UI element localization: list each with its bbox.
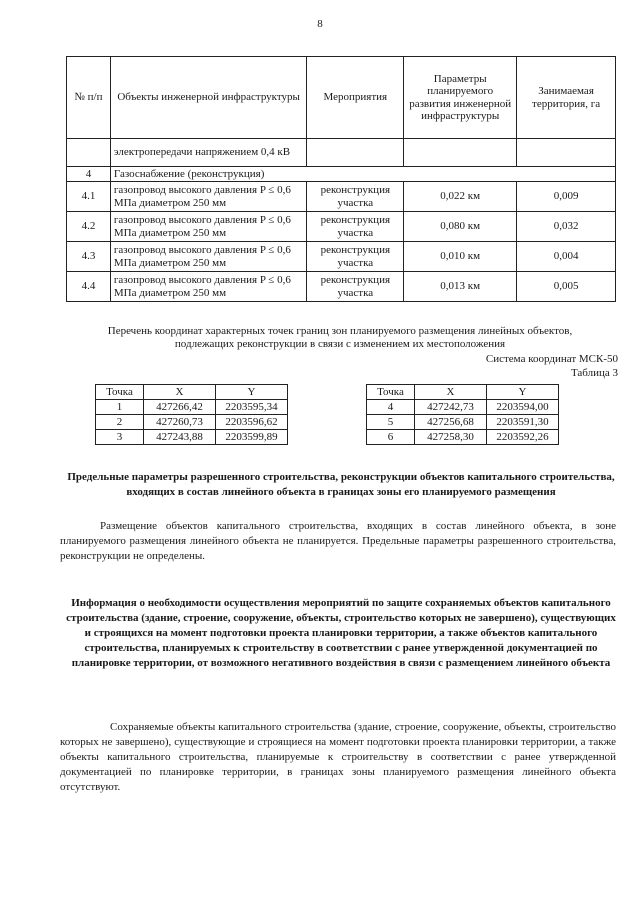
point-id: 3 xyxy=(96,430,144,445)
point-x: 427256,68 xyxy=(415,415,487,430)
continuation-cell: электропередачи напряжением 0,4 кВ xyxy=(110,139,306,167)
table-row xyxy=(67,182,616,212)
section-row xyxy=(67,167,616,182)
header-num: № п/п xyxy=(67,57,111,139)
point-y: 2203594,00 xyxy=(487,400,559,415)
header-y: Y xyxy=(487,385,559,400)
header-y: Y xyxy=(216,385,288,400)
coord-system: Система координат МСК-50 xyxy=(485,353,618,365)
point-x: 427243,88 xyxy=(144,430,216,445)
row-area: 0,009 xyxy=(517,182,616,212)
header-area: Занимаемая территория, га xyxy=(517,57,616,139)
row-area: 0,032 xyxy=(517,212,616,242)
row-param: 0,080 км xyxy=(404,212,517,242)
table-label: Таблица 3 xyxy=(570,367,618,379)
page-number: 8 xyxy=(317,18,323,30)
point-y: 2203592,26 xyxy=(487,430,559,445)
row-num: 4.1 xyxy=(67,182,111,212)
row-object: газопровод высокого давления P ≤ 0,6 МПа диаметром 250 мм xyxy=(110,212,306,242)
point-x: 427260,73 xyxy=(144,415,216,430)
table-row xyxy=(96,400,288,415)
header-point: Точка xyxy=(96,385,144,400)
protection-text: Сохраняемые объекты капитального строительства (здание, строение, сооружение, объекты, строительство которых не завершено), существующие и строящиеся на момент подготовки проекта планировки территории, а также объекты капитального строительства, планируемые к строительству в соответствии с ранее утвержденной документацией по планировке территории, в границах зоны планируемого размещения линейного объекта отсутствуют. xyxy=(60,721,616,793)
point-id: 1 xyxy=(96,400,144,415)
infrastructure-table xyxy=(66,56,616,302)
header-param: Параметры планируемого развития инженерной инфраструктуры xyxy=(404,57,517,139)
section-num: 4 xyxy=(67,167,111,182)
table-row xyxy=(96,415,288,430)
point-x: 427242,73 xyxy=(415,400,487,415)
table-row xyxy=(67,272,616,302)
header-x: X xyxy=(415,385,487,400)
header-action: Мероприятия xyxy=(307,57,404,139)
row-param: 0,022 км xyxy=(404,182,517,212)
point-id: 6 xyxy=(367,430,415,445)
header-object: Объекты инженерной инфраструктуры xyxy=(110,57,306,139)
coords-table-left xyxy=(95,384,288,445)
point-y: 2203596,62 xyxy=(216,415,288,430)
table-row xyxy=(367,430,559,445)
row-num: 4.4 xyxy=(67,272,111,302)
protection-heading: Информация о необходимости осуществления мероприятий по защите сохраняемых объектов капитального строительства (здание, строение, сооружение, объекты, строительство которых не завершено), существующих и строящихся на момент подготовки проекта планировки территории, а также объектов капитального строительства, планируемых к строительству в соответствии с ранее утвержденной документацией по планировке территории, от возможного негативного воздействия в связи с размещением линейного объекта xyxy=(66,597,616,669)
row-object: газопровод высокого давления P ≤ 0,6 МПа диаметром 250 мм xyxy=(110,182,306,212)
coords-title: Перечень координат характерных точек границ зон планируемого размещения линейных объектов, подлежащих реконструкции в связи с изменением их местоположения xyxy=(107,325,573,350)
header-x: X xyxy=(144,385,216,400)
header-point: Точка xyxy=(367,385,415,400)
coords-table-right xyxy=(366,384,559,445)
point-id: 5 xyxy=(367,415,415,430)
row-object: газопровод высокого давления P ≤ 0,6 МПа диаметром 250 мм xyxy=(110,242,306,272)
table-header-row xyxy=(367,385,559,400)
point-id: 2 xyxy=(96,415,144,430)
limits-heading: Предельные параметры разрешенного строительства, реконструкции объектов капитального строительства, входящих в состав линейного объекта в границах зоны его планируемого размещения xyxy=(67,471,615,498)
table-row xyxy=(67,212,616,242)
row-param: 0,010 км xyxy=(404,242,517,272)
limits-text: Размещение объектов капитального строительства, входящих в состав линейного объекта, в зоне планируемого размещения линейного объекта не планируется. Предельные параметры разрешенного строительства, реконструкции не определены. xyxy=(60,520,616,562)
row-num: 4.2 xyxy=(67,212,111,242)
table-row xyxy=(67,139,616,167)
row-action: реконструкция участка xyxy=(307,242,404,272)
point-x: 427266,42 xyxy=(144,400,216,415)
table-header-row xyxy=(96,385,288,400)
row-action: реконструкция участка xyxy=(307,182,404,212)
table-row xyxy=(67,242,616,272)
point-id: 4 xyxy=(367,400,415,415)
row-object: газопровод высокого давления P ≤ 0,6 МПа диаметром 250 мм xyxy=(110,272,306,302)
row-action: реконструкция участка xyxy=(307,272,404,302)
point-y: 2203599,89 xyxy=(216,430,288,445)
point-y: 2203595,34 xyxy=(216,400,288,415)
point-x: 427258,30 xyxy=(415,430,487,445)
table-row xyxy=(367,400,559,415)
row-area: 0,004 xyxy=(517,242,616,272)
point-y: 2203591,30 xyxy=(487,415,559,430)
row-num: 4.3 xyxy=(67,242,111,272)
table-row xyxy=(96,430,288,445)
table-header-row xyxy=(67,57,616,139)
row-action: реконструкция участка xyxy=(307,212,404,242)
table-row xyxy=(367,415,559,430)
row-param: 0,013 км xyxy=(404,272,517,302)
section-title: Газоснабжение (реконструкция) xyxy=(110,167,615,182)
row-area: 0,005 xyxy=(517,272,616,302)
